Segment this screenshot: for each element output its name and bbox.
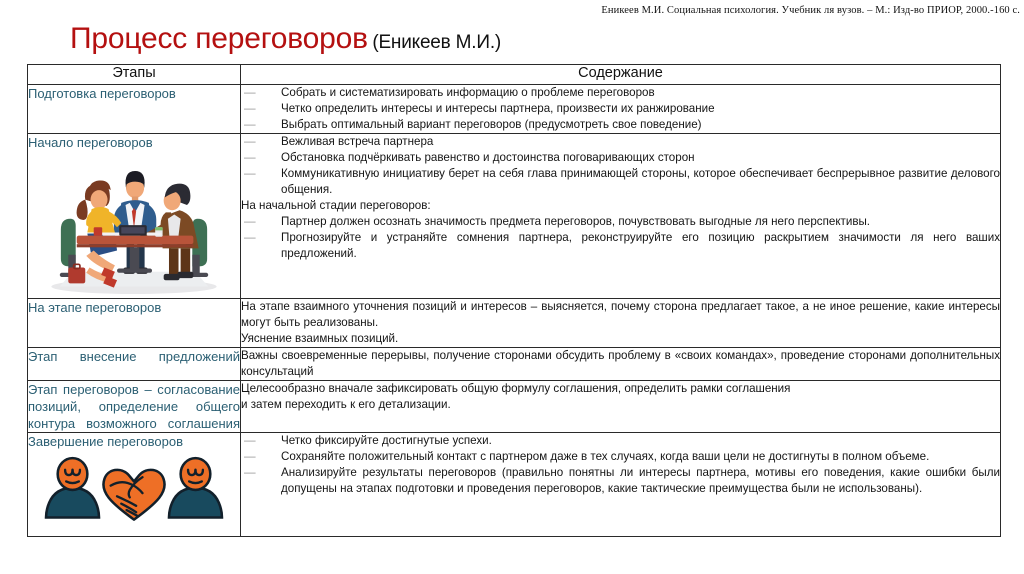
list-item: — Четко определить интересы и интересы партнера, произвести их ранжирование: [241, 101, 1000, 117]
table-header-row: [28, 65, 1001, 85]
list-item: — Вежливая встреча партнера: [241, 134, 1000, 150]
list-item: — Четко фиксируйте достигнутые успехи.: [241, 433, 1000, 449]
table-row: [28, 134, 1001, 299]
content-paragraph: Важны своевременные перерывы, получение сторонами обсудить проблему в «своих командах», проведение сторонами дополнительных консультаций: [241, 349, 1000, 379]
content-list: [241, 134, 1000, 198]
content-paragraph: и затем переходить к его детализации.: [241, 398, 451, 412]
page-title-main: Процесс переговоров: [70, 22, 368, 55]
stage-label: На этапе переговоров: [28, 300, 162, 316]
content-note: На начальной стадии переговоров:: [241, 199, 431, 212]
list-item: — Коммуникативную инициативу берет на себя глава принимающей стороны, которое обеспечивает беспрерывное развитие делового общения.: [241, 166, 1000, 198]
content-list-secondary: [241, 214, 1000, 262]
page-title: [70, 22, 501, 56]
column-header-stage: Этапы: [28, 65, 241, 85]
handshake-heart-illustration: [28, 456, 240, 532]
source-citation: Еникеев М.И. Социальная психология. Учебник ля вузов. – М.: Изд-во ПРИОР, 2000.-160 с.: [601, 5, 1020, 16]
negotiation-process-table: [27, 64, 1001, 537]
content-paragraph: На этапе взаимного уточнения позиций и интересов – выясняется, почему сторона предлагает такое, а не иное решение, какие интересы могут быть реализованы.: [241, 300, 1000, 330]
content-paragraph: Целесообразно вначале зафиксировать общую формулу соглашения, определить рамки соглашения: [241, 382, 791, 396]
list-item: — Обстановка подчёркивать равенство и достоинства поговаривающих сторон: [241, 150, 1000, 166]
content-cell: [241, 381, 1001, 433]
table-row: [28, 299, 1001, 348]
table-row: [28, 433, 1001, 537]
stage-label: Этап переговоров – согласование позиций, определение общего контура возможного соглашения: [28, 382, 240, 432]
content-cell: [241, 348, 1001, 381]
table-row: [28, 85, 1001, 134]
page-title-author: (Еникеев М.И.): [372, 32, 502, 53]
stage-cell: [28, 348, 241, 381]
content-paragraph: Уяснение взаимных позиций.: [241, 332, 399, 346]
stage-label: Завершение переговоров: [28, 434, 184, 450]
list-item: — Выбрать оптимальный вариант переговоров (предусмотреть свое поведение): [241, 117, 1000, 133]
stage-label: Подготовка переговоров: [28, 86, 176, 101]
content-cell: [241, 134, 1001, 299]
stage-cell: [28, 433, 241, 537]
list-item: — Сохраняйте положительный контакт с партнером даже в тех случаях, когда ваши цели не достигнуты в полном объеме.: [241, 449, 1000, 465]
content-cell: [241, 299, 1001, 348]
list-item: — Партнер должен осознать значимость предмета переговоров, почувствовать выгодные ля него перспективы.: [241, 214, 1000, 230]
content-cell: [241, 433, 1001, 537]
negotiation-table-illustration: [28, 153, 240, 296]
list-item: — Анализируйте результаты переговоров (правильно понятны ли интересы партнера, мотивы его поведения, какие ошибки были допущены на этапах подготовки и проведения переговоров, какие тактические преимущества были не использованы).: [241, 465, 1000, 497]
content-cell: [241, 85, 1001, 134]
stage-label: Начало переговоров: [28, 135, 153, 150]
list-item: — Прогнозируйте и устраняйте сомнения партнера, реконструируйте его позицию раскрытием значимости ля него ваших предложений.: [241, 230, 1000, 262]
stage-cell: [28, 134, 241, 299]
column-header-content: Содержание: [241, 65, 1001, 85]
stage-cell: [28, 85, 241, 134]
list-item: — Собрать и систематизировать информацию о проблеме переговоров: [241, 85, 1000, 101]
table-row: [28, 348, 1001, 381]
content-list: [241, 433, 1000, 497]
content-list: [241, 85, 1000, 133]
stage-cell: [28, 299, 241, 348]
table-row: [28, 381, 1001, 433]
stage-cell: [28, 381, 241, 433]
stage-label: Этап внесение предложений: [28, 349, 240, 365]
